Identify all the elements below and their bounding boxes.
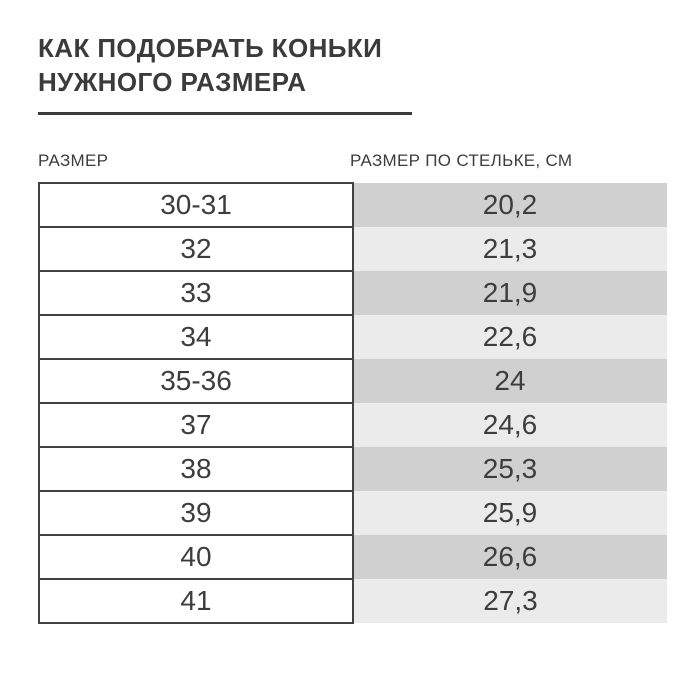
title-underline-divider [38,112,412,115]
table-row [39,315,667,359]
insole-cell: 22,6 [353,315,667,359]
insole-cell: 21,3 [353,227,667,271]
insole-cell: 21,9 [353,271,667,315]
size-cell: 41 [39,579,353,623]
page-title-line1: КАК ПОДОБРАТЬ КОНЬКИ [38,33,383,63]
size-cell: 35-36 [39,359,353,403]
table-row [39,359,667,403]
size-cell: 40 [39,535,353,579]
insole-cell: 25,3 [353,447,667,491]
table-row [39,579,667,623]
size-cell: 39 [39,491,353,535]
table-row [39,491,667,535]
page-title [38,31,662,99]
table-row [39,447,667,491]
size-cell: 33 [39,271,353,315]
insole-cell: 20,2 [353,183,667,227]
size-cell: 37 [39,403,353,447]
table-row [39,227,667,271]
column-header-size: РАЗМЕР [38,151,109,170]
table-row [39,271,667,315]
insole-cell: 24,6 [353,403,667,447]
size-cell: 30-31 [39,183,353,227]
insole-cell: 25,9 [353,491,667,535]
size-cell: 34 [39,315,353,359]
table-row [39,535,667,579]
table-row [39,403,667,447]
insole-cell: 24 [353,359,667,403]
table-row [39,183,667,227]
content-block [38,31,662,624]
size-conversion-table [38,182,668,624]
insole-cell: 26,6 [353,535,667,579]
table-column-headers [38,151,662,171]
insole-cell: 27,3 [353,579,667,623]
size-cell: 38 [39,447,353,491]
page-title-line2: НУЖНОГО РАЗМЕРА [38,67,307,97]
size-cell: 32 [39,227,353,271]
column-header-insole: РАЗМЕР ПО СТЕЛЬКЕ, СМ [350,151,573,170]
